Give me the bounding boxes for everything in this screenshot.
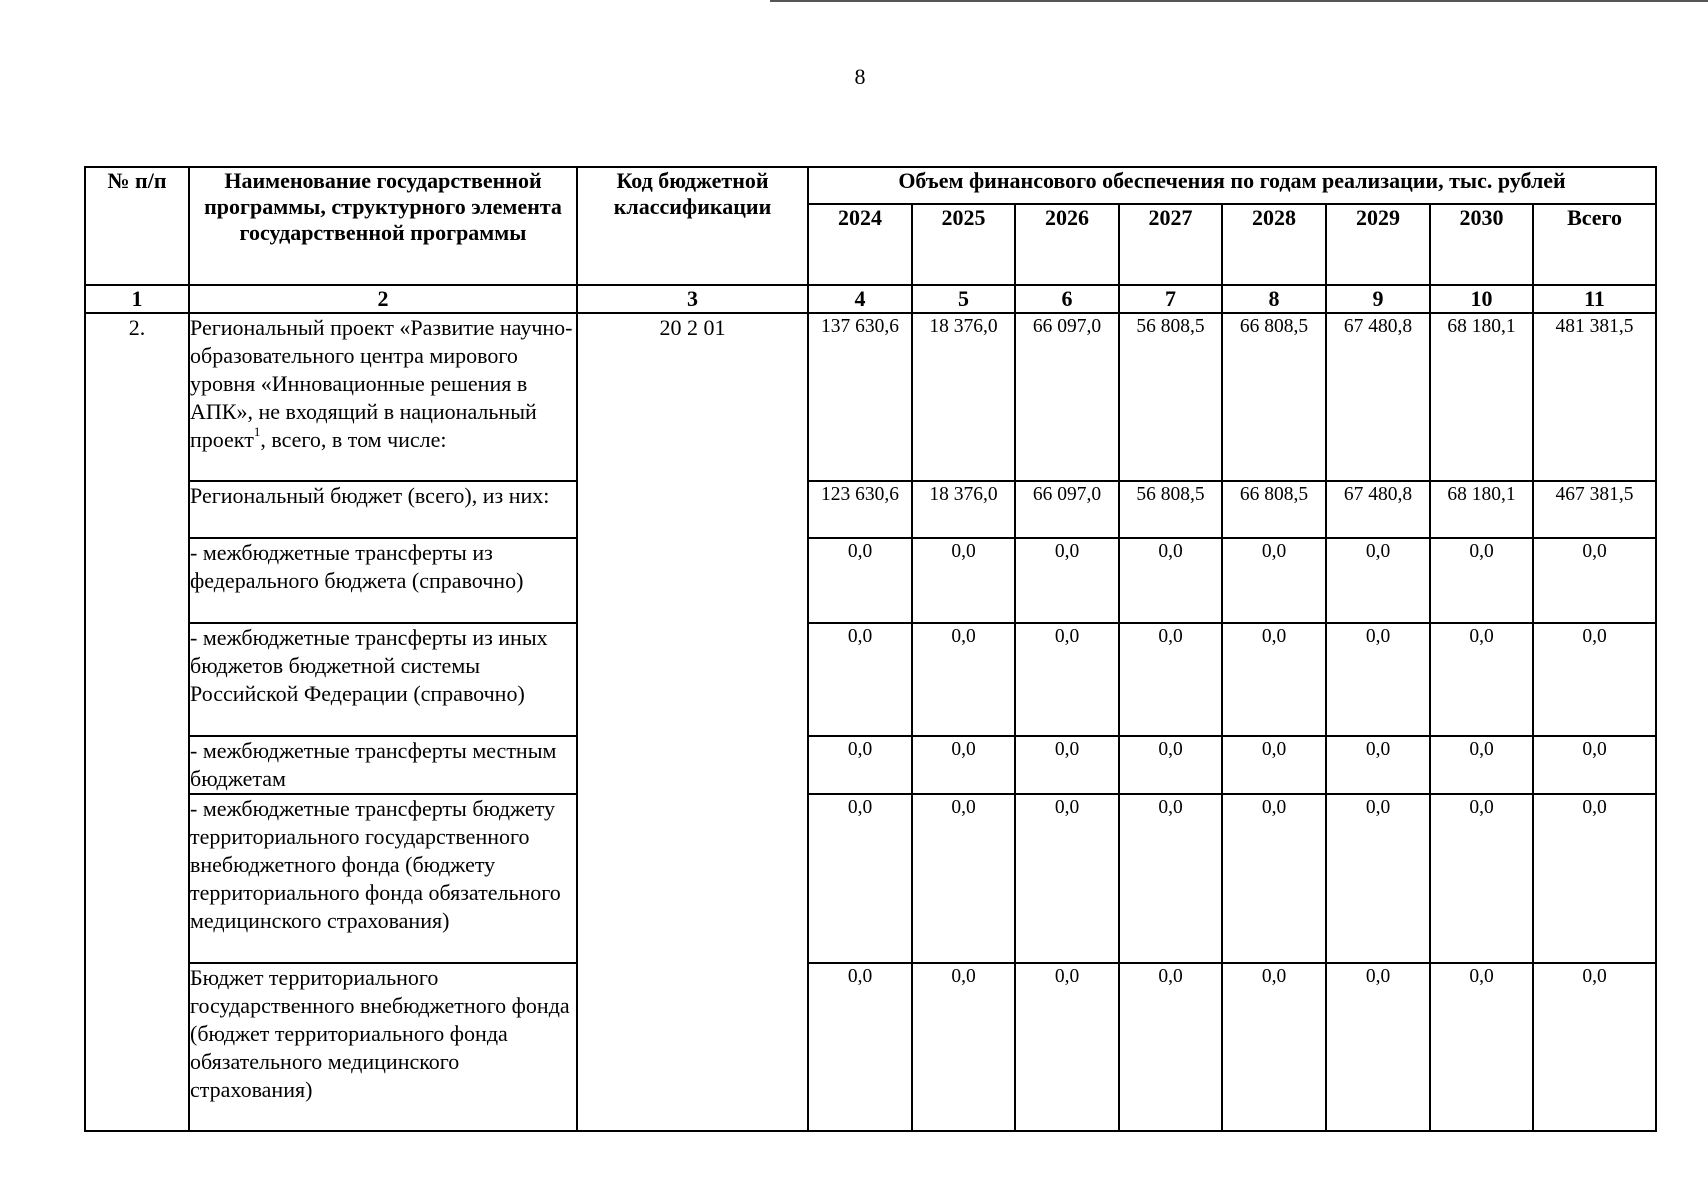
total-cell: 0,0	[1533, 963, 1656, 1131]
value-cell: 66 097,0	[1015, 481, 1119, 538]
table-row	[85, 481, 1656, 538]
row-name	[189, 313, 577, 481]
value-cell: 56 808,5	[1119, 481, 1222, 538]
budget-code: 20 2 01	[577, 313, 808, 1131]
column-number: 5	[912, 285, 1015, 313]
scan-edge-line	[770, 0, 1708, 2]
total-cell: 467 381,5	[1533, 481, 1656, 538]
value-cell: 0,0	[1119, 538, 1222, 623]
total-cell: 0,0	[1533, 794, 1656, 963]
value-cell: 0,0	[1326, 538, 1430, 623]
column-number: 2	[189, 285, 577, 313]
value-cell: 0,0	[1015, 963, 1119, 1131]
value-cell: 68 180,1	[1430, 481, 1533, 538]
value-cell: 67 480,8	[1326, 313, 1430, 481]
value-cell: 137 630,6	[808, 313, 912, 481]
value-cell: 0,0	[1222, 736, 1326, 794]
column-number: 8	[1222, 285, 1326, 313]
column-number: 4	[808, 285, 912, 313]
table-row	[85, 963, 1656, 1131]
value-cell: 0,0	[1119, 963, 1222, 1131]
header-year: 2025	[912, 204, 1015, 285]
value-cell: 0,0	[912, 736, 1015, 794]
value-cell: 0,0	[1119, 623, 1222, 736]
value-cell: 0,0	[1222, 963, 1326, 1131]
value-cell: 0,0	[1430, 794, 1533, 963]
value-cell: 0,0	[808, 736, 912, 794]
table-header	[85, 167, 1656, 313]
value-cell: 0,0	[808, 794, 912, 963]
column-number: 7	[1119, 285, 1222, 313]
header-year: 2027	[1119, 204, 1222, 285]
value-cell: 0,0	[912, 963, 1015, 1131]
value-cell: 0,0	[1326, 623, 1430, 736]
value-cell: 66 808,5	[1222, 313, 1326, 481]
row-name: - межбюджетные трансферты бюджету территориального государственного внебюджетного фонда (бюджету территориального фонда обязательного медицинского страхования)	[189, 794, 577, 963]
value-cell: 18 376,0	[912, 481, 1015, 538]
value-cell: 66 097,0	[1015, 313, 1119, 481]
value-cell: 0,0	[1119, 794, 1222, 963]
value-cell: 0,0	[808, 538, 912, 623]
value-cell: 123 630,6	[808, 481, 912, 538]
row-name: - межбюджетные трансферты из иных бюджетов бюджетной системы Российской Федерации (справочно)	[189, 623, 577, 736]
value-cell: 68 180,1	[1430, 313, 1533, 481]
value-cell: 0,0	[912, 794, 1015, 963]
value-cell: 0,0	[1015, 794, 1119, 963]
header-year: 2026	[1015, 204, 1119, 285]
page-number: 8	[854, 64, 866, 89]
header-year: 2024	[808, 204, 912, 285]
column-number: 11	[1533, 285, 1656, 313]
value-cell: 56 808,5	[1119, 313, 1222, 481]
row-name: - межбюджетные трансферты из федерального бюджета (справочно)	[189, 538, 577, 623]
row-number: 2.	[85, 313, 189, 1131]
table-row	[85, 313, 1656, 481]
row-name: Бюджет территориального государственного внебюджетного фонда (бюджет территориального фонда обязательного медицинского страхования)	[189, 963, 577, 1131]
total-cell: 481 381,5	[1533, 313, 1656, 481]
header-name: Наименование государственной программы, структурного элемента государственной программы	[189, 167, 577, 285]
value-cell: 0,0	[912, 538, 1015, 623]
value-cell: 0,0	[1119, 736, 1222, 794]
table-row	[85, 623, 1656, 736]
value-cell: 0,0	[1222, 538, 1326, 623]
table-row	[85, 736, 1656, 794]
value-cell: 0,0	[912, 623, 1015, 736]
value-cell: 0,0	[1222, 623, 1326, 736]
value-cell: 0,0	[1326, 794, 1430, 963]
column-number-row	[85, 285, 1656, 313]
value-cell: 0,0	[1326, 963, 1430, 1131]
footnote-mark: 1	[253, 424, 261, 439]
column-number: 10	[1430, 285, 1533, 313]
header-num: № п/п	[85, 167, 189, 285]
header-total: Всего	[1533, 204, 1656, 285]
value-cell: 0,0	[1222, 794, 1326, 963]
value-cell: 0,0	[1326, 736, 1430, 794]
row-name: Региональный бюджет (всего), из них:	[189, 481, 577, 538]
value-cell: 0,0	[1015, 736, 1119, 794]
value-cell: 18 376,0	[912, 313, 1015, 481]
table-row	[85, 538, 1656, 623]
header-code: Код бюджетной классификации	[577, 167, 808, 285]
value-cell: 67 480,8	[1326, 481, 1430, 538]
row-name-tail: , всего, в том числе:	[260, 427, 447, 452]
value-cell: 0,0	[808, 963, 912, 1131]
value-cell: 0,0	[1015, 538, 1119, 623]
table-row	[85, 794, 1656, 963]
header-year: 2028	[1222, 204, 1326, 285]
total-cell: 0,0	[1533, 623, 1656, 736]
row-name: - межбюджетные трансферты местным бюджетам	[189, 736, 577, 794]
column-number: 6	[1015, 285, 1119, 313]
row-name-text: Региональный проект «Развитие научно-образовательного центра мирового уровня «Инновационные решения в АПК», не входящий в национальный проект	[190, 315, 573, 452]
total-cell: 0,0	[1533, 538, 1656, 623]
value-cell: 0,0	[808, 623, 912, 736]
value-cell: 66 808,5	[1222, 481, 1326, 538]
total-cell: 0,0	[1533, 736, 1656, 794]
header-year: 2029	[1326, 204, 1430, 285]
value-cell: 0,0	[1430, 963, 1533, 1131]
header-volume: Объем финансового обеспечения по годам реализации, тыс. рублей	[808, 167, 1656, 204]
financing-table	[84, 166, 1657, 1132]
column-number: 9	[1326, 285, 1430, 313]
column-number: 3	[577, 285, 808, 313]
value-cell: 0,0	[1430, 623, 1533, 736]
header-year: 2030	[1430, 204, 1533, 285]
value-cell: 0,0	[1015, 623, 1119, 736]
value-cell: 0,0	[1430, 736, 1533, 794]
value-cell: 0,0	[1430, 538, 1533, 623]
column-number: 1	[85, 285, 189, 313]
